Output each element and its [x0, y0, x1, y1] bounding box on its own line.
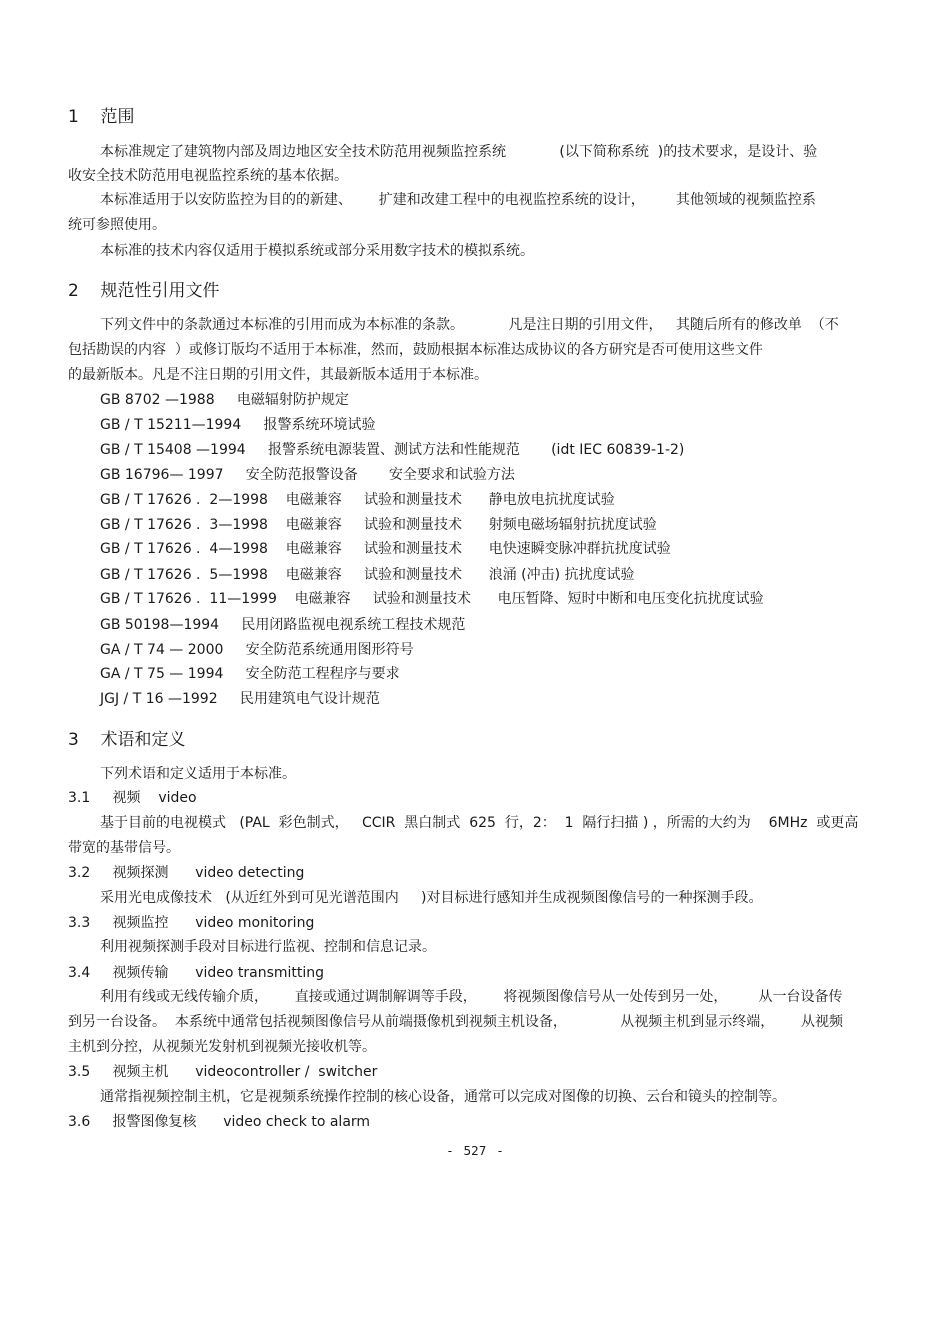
reference-item: GB / T 17626 . 11—1999 电磁兼容 试验和测量技术 电压暂降、短时中断和电压变化抗扰度试验 [100, 591, 764, 607]
section-number: 3 [68, 730, 79, 750]
reference-item: GB / T 17626 . 4—1998 电磁兼容 试验和测量技术 电快速瞬变脉冲群抗扰度试验 [100, 541, 671, 557]
paragraph-line: 包括勘误的内容 ）或修订版均不适用于本标准，然而，鼓励根据本标准达成协议的各方研究是否可使用这些文件 [68, 342, 763, 358]
reference-item: GB / T 15211—1994 报警系统环境试验 [100, 417, 376, 433]
reference-item: GB / T 17626 . 2—1998 电磁兼容 试验和测量技术 静电放电抗扰度试验 [100, 492, 615, 508]
section-2-heading [68, 280, 219, 302]
section-title: 范围 [100, 107, 135, 127]
reference-item: GB / T 17626 . 3—1998 电磁兼容 试验和测量技术 射频电磁场辐射抗扰度试验 [100, 517, 657, 533]
paragraph-line: 统可参照使用。 [68, 217, 166, 233]
reference-item: GA / T 75 — 1994 安全防范工程程序与要求 [100, 666, 400, 682]
reference-item: GB / T 15408 —1994 报警系统电源装置、测试方法和性能规范 (idt IEC 60839-1-2) [100, 442, 685, 458]
paragraph-line: 通常指视频控制主机，它是视频系统操作控制的核心设备，通常可以完成对图像的切换、云台和镜头的控制等。 [100, 1089, 786, 1105]
reference-item: GB 8702 —1988 电磁辐射防护规定 [100, 392, 349, 408]
paragraph-line: 利用视频探测手段对目标进行监视、控制和信息记录。 [100, 939, 436, 955]
section-title: 术语和定义 [100, 730, 186, 750]
paragraph-line: 收安全技术防范用电视监控系统的基本依据。 [68, 168, 348, 184]
reference-item: GB / T 17626 . 5—1998 电磁兼容 试验和测量技术 浪涌 (冲击) 抗扰度试验 [100, 567, 635, 583]
term-heading: 3.2 视频探测 video detecting [68, 865, 305, 881]
section-number: 1 [68, 107, 79, 127]
reference-item: JGJ / T 16 —1992 民用建筑电气设计规范 [100, 691, 380, 707]
paragraph-line: 采用光电成像技术 (从近红外到可见光谱范围内 )对目标进行感知并生成视频图像信号的一种探测手段。 [100, 890, 763, 906]
paragraph-line: 下列文件中的条款通过本标准的引用而成为本标准的条款。 凡是注日期的引用文件， 其随后所有的修改单 （不 [100, 317, 839, 333]
paragraph-line: 基于目前的电视模式 (PAL 彩色制式， CCIR 黑白制式 625 行，2： 1 隔行扫描 ) ，所需的大约为 6MHz 或更高 [100, 815, 859, 831]
page-number: - 527 - [447, 1144, 503, 1158]
section-3-heading [68, 729, 185, 751]
paragraph-line: 本标准适用于以安防监控为目的的新建、 扩建和改建工程中的电视监控系统的设计， 其他领域的视频监控系 [100, 192, 816, 208]
paragraph-line: 带宽的基带信号。 [68, 840, 180, 856]
paragraph-line: 本标准的技术内容仅适用于模拟系统或部分采用数字技术的模拟系统。 [100, 243, 534, 259]
term-heading: 3.5 视频主机 videocontroller / switcher [68, 1064, 378, 1080]
reference-item: GA / T 74 — 2000 安全防范系统通用图形符号 [100, 642, 414, 658]
term-heading: 3.1 视频 video [68, 790, 197, 806]
section-1-heading [68, 106, 134, 128]
reference-item: GB 50198—1994 民用闭路监视电视系统工程技术规范 [100, 617, 466, 633]
paragraph-line: 的最新版本。凡是不注日期的引用文件，其最新版本适用于本标准。 [68, 367, 488, 383]
paragraph-line: 主机到分控，从视频光发射机到视频光接收机等。 [68, 1039, 376, 1055]
section-number: 2 [68, 281, 79, 301]
term-heading: 3.4 视频传输 video transmitting [68, 965, 325, 981]
paragraph-line: 下列术语和定义适用于本标准。 [100, 766, 296, 782]
paragraph-line: 本标准规定了建筑物内部及周边地区安全技术防范用视频监控系统 (以下简称系统 )的技术要求，是设计、验 [100, 144, 818, 160]
term-heading: 3.6 报警图像复核 video check to alarm [68, 1114, 371, 1130]
term-heading: 3.3 视频监控 video monitoring [68, 915, 315, 931]
paragraph-line: 到另一台设备。 本系统中通常包括视频图像信号从前端摄像机到视频主机设备， 从视频主机到显示终端， 从视频 [68, 1014, 844, 1030]
paragraph-line: 利用有线或无线传输介质， 直接或通过调制解调等手段， 将视频图像信号从一处传到另一处， 从一台设备传 [100, 989, 843, 1005]
section-title: 规范性引用文件 [100, 281, 220, 301]
reference-item: GB 16796— 1997 安全防范报警设备 安全要求和试验方法 [100, 467, 515, 483]
